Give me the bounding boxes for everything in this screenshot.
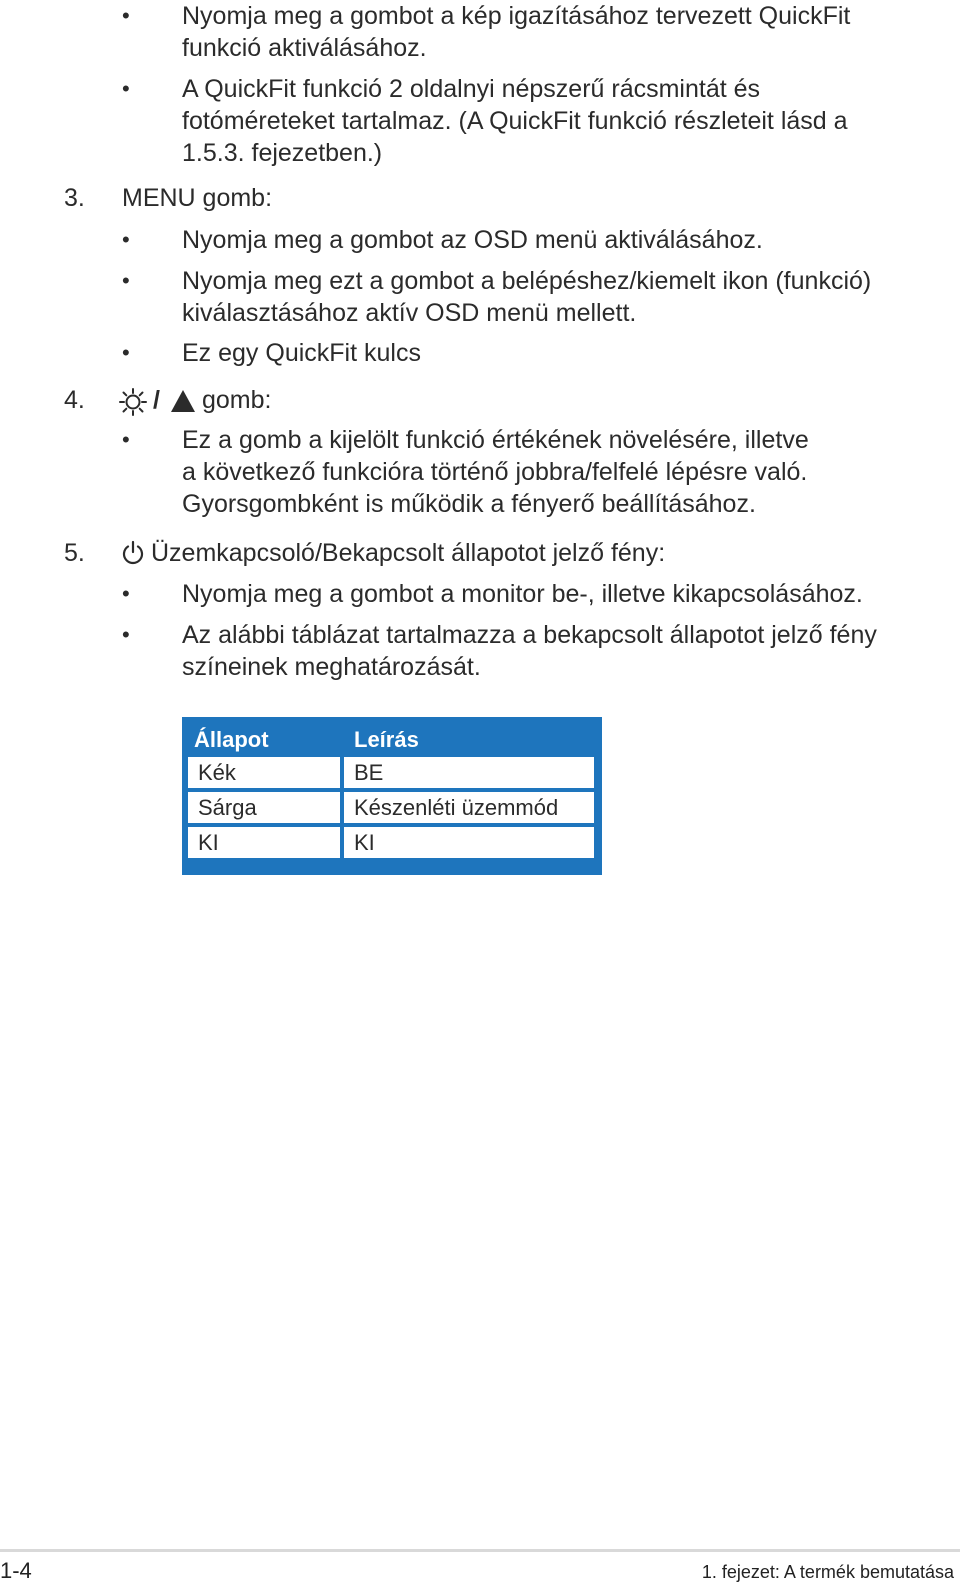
bullet-marker: • <box>122 227 130 252</box>
item-title: Üzemkapcsoló/Bekapcsolt állapotot jelző fény: <box>151 539 666 567</box>
table-cell: KI <box>344 827 594 858</box>
brightness-sun-icon <box>118 387 148 422</box>
list-number: 5. <box>64 539 85 567</box>
bullet-marker: • <box>122 268 130 293</box>
paragraph-line: Ez a gomb a kijelölt funkció értékének növelésére, illetve <box>182 426 809 454</box>
page-number: 1-4 <box>0 1558 32 1583</box>
bullet-marker: • <box>122 622 130 647</box>
paragraph-line: A QuickFit funkció 2 oldalnyi népszerű rácsmintát és <box>182 75 761 103</box>
paragraph-line: Nyomja meg ezt a gombot a belépéshez/kiemelt ikon (funkció) <box>182 267 872 295</box>
list-number: 4. <box>64 386 85 414</box>
paragraph-line: kiválasztásához aktív OSD menü mellett. <box>182 299 637 327</box>
bullet-marker: • <box>122 76 130 101</box>
bullet-marker: • <box>122 340 130 365</box>
paragraph-line: színeinek meghatározását. <box>182 653 481 681</box>
list-number: 3. <box>64 184 85 212</box>
paragraph-line: Gyorsgombként is működik a fényerő beállításához. <box>182 490 756 518</box>
table-header-description: Leírás <box>354 727 419 752</box>
paragraph-line: a következő funkcióra történő jobbra/felfelé lépésre való. <box>182 458 808 486</box>
chapter-title: 1. fejezet: A termék bemutatása <box>701 1562 954 1582</box>
bullet-marker: • <box>122 427 130 452</box>
paragraph-line: 1.5.3. fejezetben.) <box>182 139 383 167</box>
up-triangle-icon <box>170 389 196 418</box>
table-cell: BE <box>344 757 594 788</box>
paragraph-line: funkció aktiválásához. <box>182 34 427 62</box>
table-cell: KI <box>188 827 340 858</box>
item-title: gomb: <box>202 386 272 414</box>
table-header-status: Állapot <box>194 727 269 752</box>
paragraph-line: Nyomja meg a gombot az OSD menü aktiválásához. <box>182 226 763 254</box>
paragraph-line: Nyomja meg a gombot a kép igazításához tervezett QuickFit <box>182 2 851 30</box>
power-indicator-table <box>182 717 602 875</box>
power-icon <box>121 540 145 571</box>
bullet-marker: • <box>122 581 130 606</box>
item-title: MENU gomb: <box>122 184 273 212</box>
table-cell: Sárga <box>188 792 340 823</box>
icon-separator: / <box>153 386 160 414</box>
paragraph-line: Az alábbi táblázat tartalmazza a bekapcsolt állapotot jelző fény <box>182 621 877 649</box>
table-cell: Készenléti üzemmód <box>344 792 594 823</box>
table-cell: Kék <box>188 757 340 788</box>
paragraph-line: fotóméreteket tartalmaz. (A QuickFit funkció részleteit lásd a <box>182 107 848 135</box>
bullet-marker: • <box>122 3 130 28</box>
footer-divider <box>0 1549 960 1552</box>
paragraph-line: Ez egy QuickFit kulcs <box>182 339 421 367</box>
paragraph-line: Nyomja meg a gombot a monitor be-, illetve kikapcsolásához. <box>182 580 863 608</box>
